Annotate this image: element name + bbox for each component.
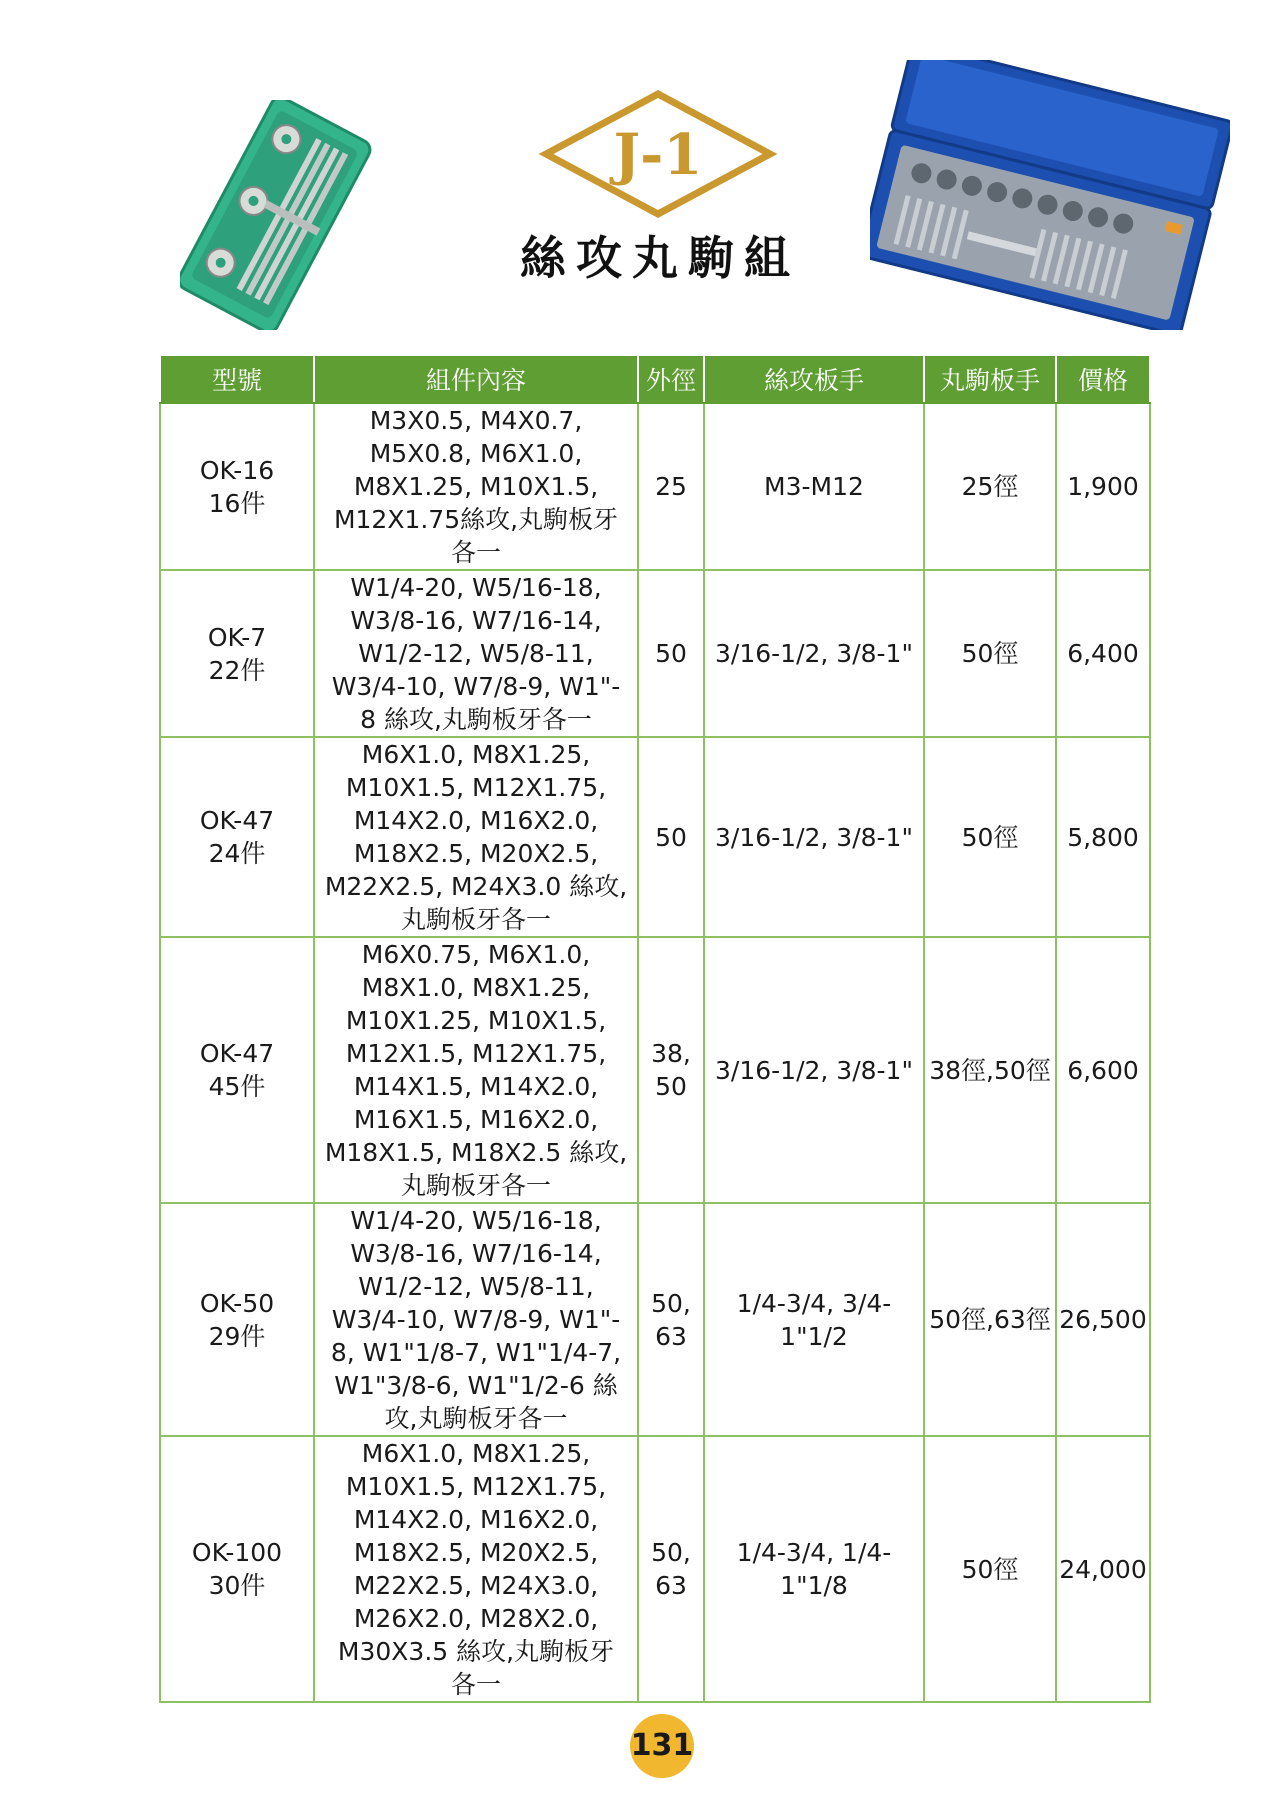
cell-tap-wrench-line: M3-M12 xyxy=(764,472,864,501)
cell-die-wrench: 25徑 xyxy=(924,403,1056,570)
cell-content-line: M14X1.5, M14X2.0, xyxy=(353,1072,599,1101)
cell-price: 1,900 xyxy=(1056,403,1150,570)
cell-die-wrench: 50徑 xyxy=(924,570,1056,737)
cell-die-wrench: 50徑 xyxy=(924,1436,1056,1702)
cell-tap-wrench-line: 1/4-3/4, 3/4- xyxy=(736,1288,892,1318)
cell-price: 24,000 xyxy=(1056,1436,1150,1702)
blue-case-tap-die-set-image xyxy=(870,60,1230,330)
cell-tap-wrench-line: 1"1/8 xyxy=(780,1571,848,1600)
cell-model xyxy=(160,937,314,1203)
cell-die-wrench: 50徑 xyxy=(924,737,1056,937)
cell-content-line: W1/4-20, W5/16-18, xyxy=(350,573,602,602)
cell-content-line: M30X3.5 絲攻,丸駒板牙 xyxy=(337,1637,615,1666)
cell-content-line: M5X0.8, M6X1.0, xyxy=(369,439,583,468)
cell-content-line: M10X1.5, M12X1.75, xyxy=(345,773,607,802)
cell-content-line: M12X1.5, M12X1.75, xyxy=(345,1039,607,1068)
cell-content-line: 各一 xyxy=(450,538,501,567)
header-outer-diameter: 外徑 xyxy=(638,355,704,403)
cell-content-line: M6X0.75, M6X1.0, xyxy=(361,940,591,969)
cell-model-pieces: 22件 xyxy=(208,655,266,685)
cell-content-line: 丸駒板牙各一 xyxy=(400,905,551,934)
table-row xyxy=(160,737,1150,937)
cell-outer-diameter xyxy=(638,570,704,737)
cell-model-model: OK-7 xyxy=(207,622,267,652)
product-photo-blue-case xyxy=(870,60,1230,330)
cell-outer-diameter-line: 50 xyxy=(655,822,687,852)
header-content: 組件內容 xyxy=(314,355,638,403)
table-row xyxy=(160,570,1150,737)
cell-outer-diameter-line: 50 xyxy=(655,1072,687,1101)
cell-content-line: M18X2.5, M20X2.5, xyxy=(353,839,599,868)
cell-content-line: M22X2.5, M24X3.0 絲攻, xyxy=(324,872,628,901)
cell-tap-wrench-line: 1"1/2 xyxy=(780,1321,848,1351)
cell-outer-diameter-line: 50, xyxy=(651,1538,691,1567)
cell-content-line: M8X1.25, M10X1.5, xyxy=(353,472,599,501)
cell-outer-diameter-line: 38, xyxy=(651,1039,691,1068)
cell-content xyxy=(314,570,638,737)
cell-content xyxy=(314,937,638,1203)
cell-model-model: OK-16 xyxy=(199,455,275,485)
cell-tap-wrench xyxy=(704,1436,924,1702)
cell-outer-diameter-line: 63 xyxy=(655,1571,687,1600)
cell-content xyxy=(314,1436,638,1702)
header-die-wrench: 丸駒板手 xyxy=(924,355,1056,403)
cell-content-line: M26X2.0, M28X2.0, xyxy=(353,1604,599,1633)
cell-outer-diameter xyxy=(638,403,704,570)
cell-model-pieces: 24件 xyxy=(208,839,266,868)
header-price: 價格 xyxy=(1056,355,1150,403)
cell-content xyxy=(314,737,638,937)
cell-content-line: M18X2.5, M20X2.5, xyxy=(353,1538,599,1567)
table-row xyxy=(160,1436,1150,1702)
cell-tap-wrench-line: 3/16-1/2, 3/8-1" xyxy=(715,639,913,668)
cell-content-line: M6X1.0, M8X1.25, xyxy=(361,1439,591,1468)
green-tap-die-set-image xyxy=(180,100,380,330)
cell-content xyxy=(314,403,638,570)
cell-content-line: 8, W1"1/8-7, W1"1/4-7, xyxy=(330,1338,622,1367)
cell-model xyxy=(160,1203,314,1436)
cell-outer-diameter-line: 25 xyxy=(655,472,687,501)
cell-content-line: W3/8-16, W7/16-14, xyxy=(350,1239,602,1268)
cell-outer-diameter-line: 50, xyxy=(651,1288,691,1318)
spec-table xyxy=(159,354,1151,1703)
cell-price: 26,500 xyxy=(1056,1203,1150,1436)
cell-model-model: OK-50 xyxy=(199,1288,275,1318)
cell-model xyxy=(160,403,314,570)
cell-tap-wrench xyxy=(704,1203,924,1436)
cell-content-line: M3X0.5, M4X0.7, xyxy=(369,406,583,435)
table-header-row xyxy=(160,355,1150,403)
cell-tap-wrench xyxy=(704,570,924,737)
cell-content-line: W1/2-12, W5/8-11, xyxy=(358,639,594,668)
cell-content-line: M16X1.5, M16X2.0, xyxy=(353,1105,599,1134)
cell-content-line: W3/4-10, W7/8-9, W1"- xyxy=(331,1305,621,1334)
cell-content-line: 8 絲攻,丸駒板牙各一 xyxy=(360,705,592,734)
cell-outer-diameter xyxy=(638,937,704,1203)
cell-outer-diameter-line: 50 xyxy=(655,639,687,668)
cell-model-pieces: 16件 xyxy=(208,488,266,518)
cell-price: 6,600 xyxy=(1056,937,1150,1203)
cell-content-line: W3/4-10, W7/8-9, W1"- xyxy=(331,672,621,701)
cell-die-wrench: 38徑,50徑 xyxy=(924,937,1056,1203)
table-row xyxy=(160,403,1150,570)
cell-model-pieces: 45件 xyxy=(208,1072,266,1101)
cell-content xyxy=(314,1203,638,1436)
cell-outer-diameter xyxy=(638,1203,704,1436)
cell-content-line: M14X2.0, M16X2.0, xyxy=(353,1505,599,1534)
cell-content-line: M8X1.0, M8X1.25, xyxy=(361,973,591,1002)
cell-model-pieces: 30件 xyxy=(208,1571,266,1600)
cell-content-line: M18X1.5, M18X2.5 絲攻, xyxy=(324,1138,628,1167)
table-row xyxy=(160,1203,1150,1436)
cell-model-model: OK-100 xyxy=(191,1538,283,1567)
cell-content-line: M14X2.0, M16X2.0, xyxy=(353,806,599,835)
cell-content-line: 各一 xyxy=(450,1670,501,1699)
table-row xyxy=(160,937,1150,1203)
cell-model-model: OK-47 xyxy=(199,806,275,835)
header-tap-wrench: 絲攻板手 xyxy=(704,355,924,403)
cell-tap-wrench-line: 1/4-3/4, 1/4- xyxy=(736,1538,892,1567)
cell-model xyxy=(160,1436,314,1702)
page-number: 131 xyxy=(630,1714,694,1778)
cell-outer-diameter xyxy=(638,1436,704,1702)
cell-tap-wrench-line: 3/16-1/2, 3/8-1" xyxy=(715,822,913,852)
cell-content-line: 攻,丸駒板牙各一 xyxy=(384,1404,568,1433)
cell-content-line: M6X1.0, M8X1.25, xyxy=(361,740,591,769)
cell-outer-diameter xyxy=(638,737,704,937)
cell-content-line: W3/8-16, W7/16-14, xyxy=(350,606,602,635)
cell-content-line: M22X2.5, M24X3.0, xyxy=(353,1571,599,1600)
cell-content-line: 丸駒板牙各一 xyxy=(400,1171,551,1200)
product-photo-green-set xyxy=(180,100,380,330)
cell-outer-diameter-line: 63 xyxy=(655,1321,687,1351)
cell-die-wrench: 50徑,63徑 xyxy=(924,1203,1056,1436)
cell-tap-wrench xyxy=(704,403,924,570)
cell-model-model: OK-47 xyxy=(199,1039,275,1068)
cell-tap-wrench xyxy=(704,937,924,1203)
page-title: 絲攻丸駒組 xyxy=(520,231,800,285)
cell-content-line: W1"3/8-6, W1"1/2-6 絲 xyxy=(334,1371,618,1400)
logo-text: J-1 xyxy=(613,122,703,188)
logo xyxy=(538,88,778,220)
cell-tap-wrench-line: 3/16-1/2, 3/8-1" xyxy=(715,1055,913,1085)
cell-content-line: M10X1.25, M10X1.5, xyxy=(345,1006,607,1035)
cell-content-line: M12X1.75絲攻,丸駒板牙 xyxy=(333,505,619,534)
cell-content-line: M10X1.5, M12X1.75, xyxy=(345,1472,607,1501)
cell-tap-wrench xyxy=(704,737,924,937)
cell-price: 6,400 xyxy=(1056,570,1150,737)
cell-content-line: W1/2-12, W5/8-11, xyxy=(358,1272,594,1301)
header-model: 型號 xyxy=(160,355,314,403)
cell-price: 5,800 xyxy=(1056,737,1150,937)
cell-model xyxy=(160,737,314,937)
cell-model xyxy=(160,570,314,737)
cell-content-line: W1/4-20, W5/16-18, xyxy=(350,1206,602,1235)
cell-model-pieces: 29件 xyxy=(208,1321,266,1351)
